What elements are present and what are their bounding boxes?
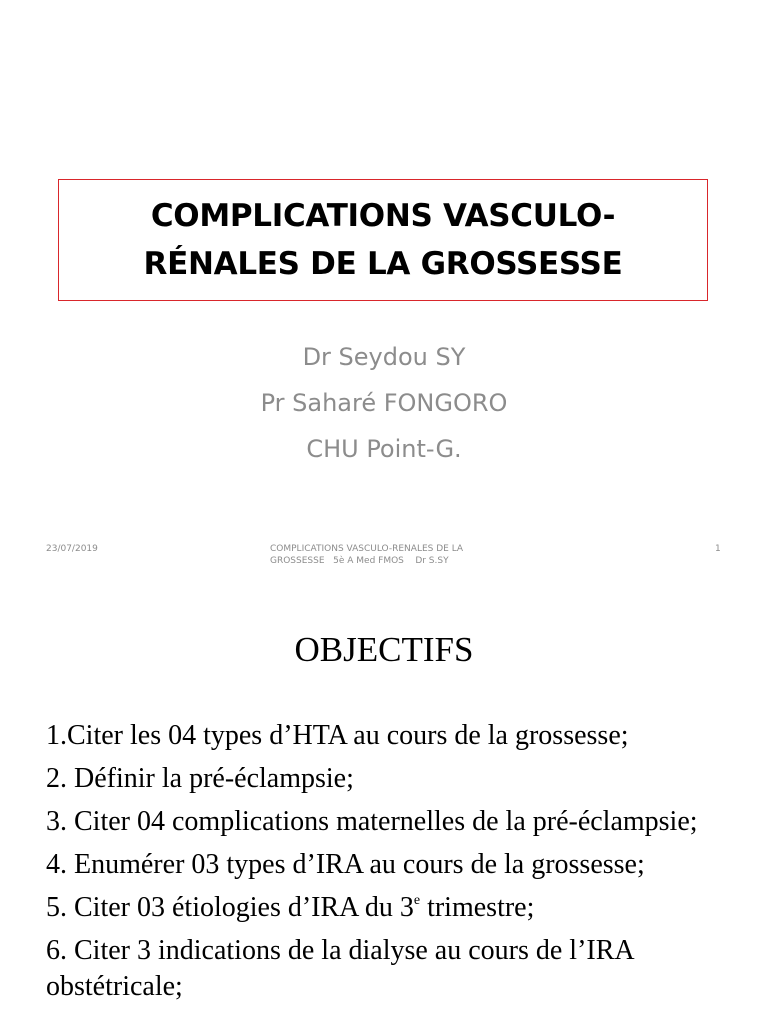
superscript: e [413, 893, 421, 908]
objectives-heading: OBJECTIFS [294, 630, 474, 669]
author-1: Dr Seydou SY [302, 343, 466, 371]
footer-page-number: 1 [715, 544, 721, 554]
list-item: 3. Citer 04 complications maternelles de la pré-éclampsie; [46, 806, 698, 837]
footer-title-line-1: COMPLICATIONS VASCULO-RENALES DE LA [270, 544, 464, 554]
author-2: Pr Saharé FONGORO [260, 389, 508, 417]
title-box [58, 179, 708, 301]
list-item: 4. Enumérer 03 types d’IRA au cours de la grossesse; [46, 849, 645, 880]
list-item-text: trimestre; [420, 892, 535, 923]
list-item: 2. Définir la pré-éclampsie; [46, 763, 354, 794]
list-item: 6. Citer 3 indications de la dialyse au cours de l’IRA obstétricale; [46, 935, 634, 1002]
list-item: 1.Citer les 04 types d’HTA au cours de la grossesse; [46, 720, 629, 751]
title-line-2: RÉNALES DE LA GROSSESSE [143, 246, 623, 282]
list-item [46, 890, 746, 926]
footer-title [270, 543, 530, 567]
objectives-slide [0, 576, 768, 1024]
authors-block [0, 334, 768, 472]
list-item-text: 5. Citer 03 étiologies d’IRA du 3 [46, 892, 414, 923]
title-line-1: COMPLICATIONS VASCULO- [150, 198, 616, 234]
footer-title-line-2: GROSSESSE 5è A Med FMOS Dr S.SY [270, 556, 449, 566]
footer-date: 23/07/2019 [46, 544, 98, 554]
institution: CHU Point-G. [306, 435, 462, 463]
objectives-list [46, 718, 746, 1012]
